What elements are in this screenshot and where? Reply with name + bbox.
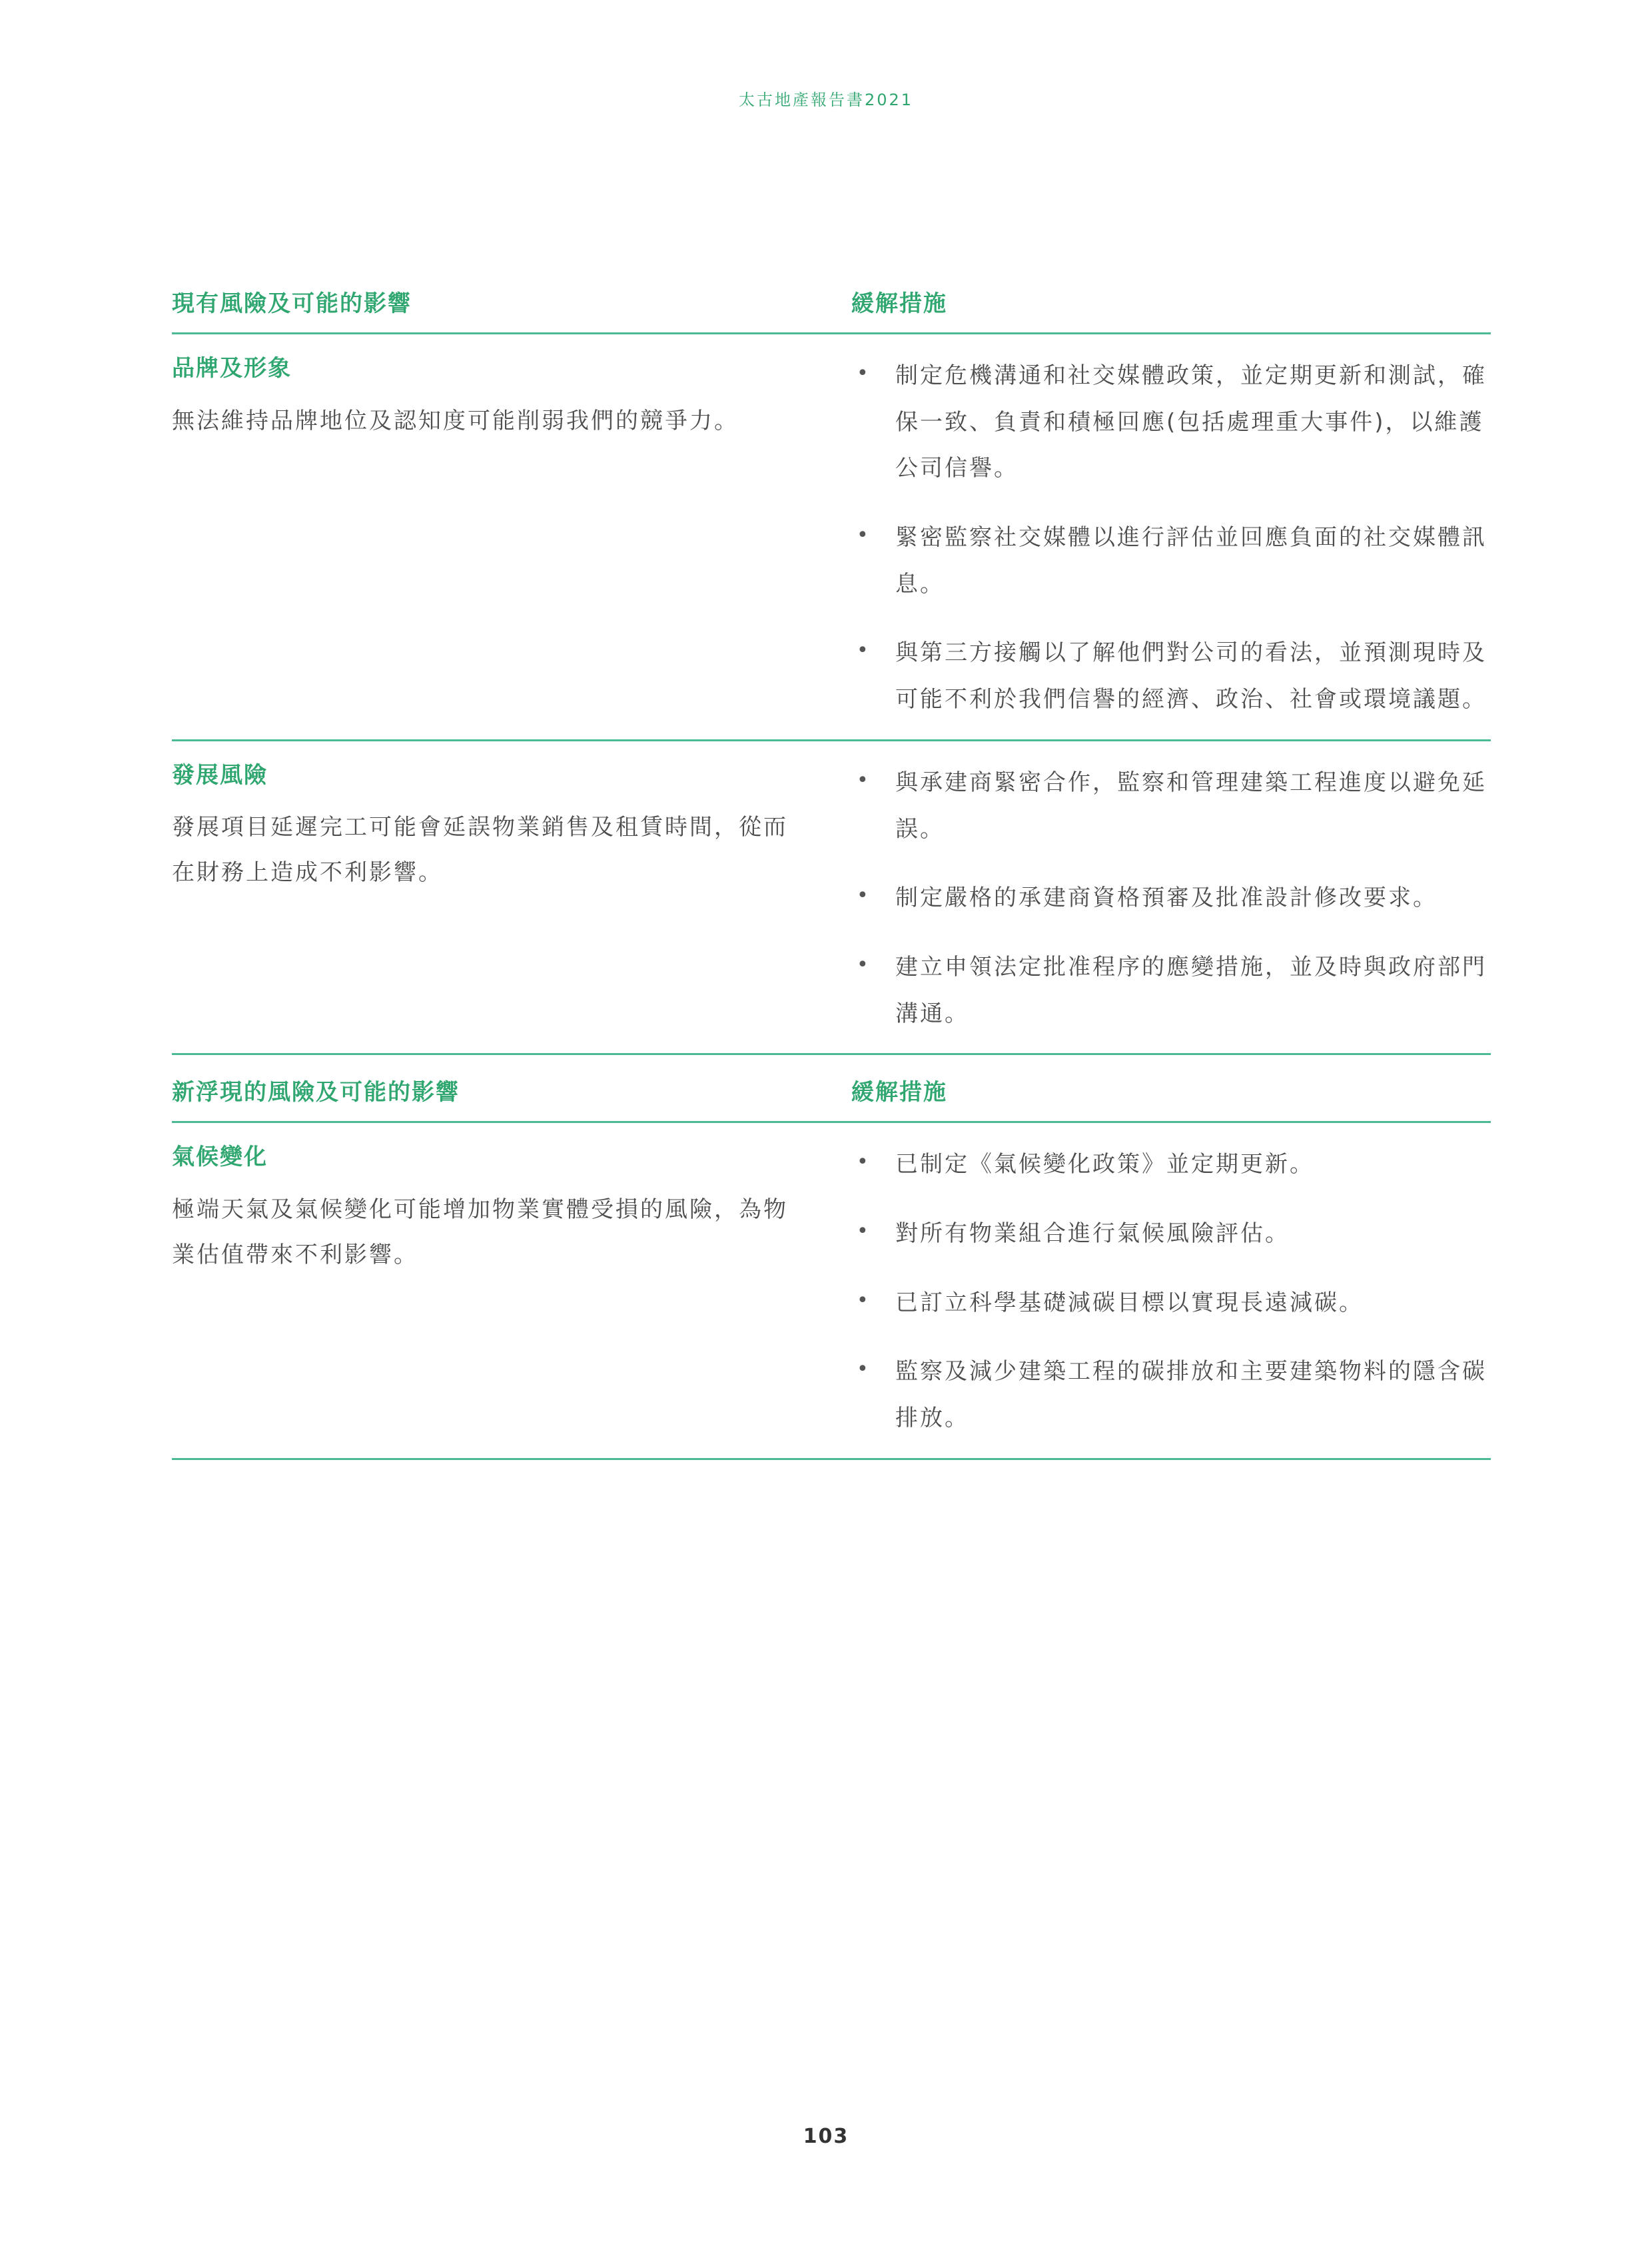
bullet-icon: •: [857, 1357, 871, 1381]
bullet-icon: •: [857, 768, 871, 792]
table-header: [172, 266, 1491, 334]
mitigation-list: [851, 1142, 1491, 1441]
mitigation-item: [851, 944, 1491, 1037]
mitigation-text: 與承建商緊密合作，監察和管理建築工程進度以避免延誤。: [895, 769, 1487, 843]
mitigation-cell: [851, 760, 1491, 1041]
bullet-icon: •: [857, 1219, 871, 1243]
mitigation-item: [851, 875, 1491, 922]
bullet-icon: •: [857, 884, 871, 908]
risk-cell: [172, 1142, 851, 1445]
risk-description: 無法維持品牌地位及認知度可能削弱我們的競爭力。: [172, 407, 739, 434]
column-heading-mitigation: 緩解措施: [851, 290, 947, 317]
mitigation-item: [851, 1211, 1491, 1258]
bullet-icon: •: [857, 1150, 871, 1174]
risk-row-brand: [172, 334, 1491, 741]
risk-row-development: [172, 741, 1491, 1055]
bullet-icon: •: [857, 362, 871, 385]
mitigation-list: [851, 760, 1491, 1037]
risk-row-climate: [172, 1123, 1491, 1459]
risk-description: 極端天氣及氣候變化可能增加物業實體受損的風險，為物業估值帶來不利影響。: [172, 1196, 788, 1268]
column-heading-mitigation: 緩解措施: [851, 1079, 947, 1106]
risk-title: 品牌及形象: [172, 355, 292, 382]
page-number: 103: [803, 2125, 849, 2148]
bullet-icon: •: [857, 952, 871, 976]
bullet-icon: •: [857, 524, 871, 548]
running-header: 太古地產報告書2021: [738, 91, 914, 109]
table-header-emerging: [172, 1055, 1491, 1123]
mitigation-item: [851, 1349, 1491, 1441]
risk-cell: [172, 760, 851, 1041]
mitigation-text: 建立申領法定批准程序的應變措施，並及時與政府部門溝通。: [895, 953, 1487, 1027]
mitigation-item: [851, 760, 1491, 853]
mitigation-text: 制定嚴格的承建商資格預審及批准設計修改要求。: [895, 885, 1438, 912]
mitigation-text: 對所有物業組合進行氣候風險評估。: [895, 1220, 1290, 1247]
column-heading-risk: 現有風險及可能的影響: [172, 290, 412, 317]
risk-title: 發展風險: [172, 761, 268, 789]
column-heading-emerging-risk: 新浮現的風險及可能的影響: [172, 1079, 460, 1106]
bullet-icon: •: [857, 639, 871, 663]
risk-cell: [172, 353, 851, 727]
mitigation-cell: [851, 353, 1491, 727]
risk-description: 發展項目延遲完工可能會延誤物業銷售及租賃時間，從而在財務上造成不利影響。: [172, 814, 788, 887]
risk-table: [172, 266, 1491, 1460]
mitigation-text: 制定危機溝通和社交媒體政策，並定期更新和測試，確保一致、負責和積極回應(包括處理重大事件)，以維護公司信譽。: [895, 362, 1487, 482]
mitigation-item: [851, 1280, 1491, 1327]
mitigation-text: 監察及減少建築工程的碳排放和主要建築物料的隱含碳排放。: [895, 1358, 1487, 1431]
mitigation-item: [851, 515, 1491, 607]
mitigation-list: [851, 353, 1491, 723]
mitigation-cell: [851, 1142, 1491, 1445]
bullet-icon: •: [857, 1288, 871, 1312]
mitigation-text: 已訂立科學基礎減碳目標以實現長遠減碳。: [895, 1289, 1364, 1316]
mitigation-item: [851, 1142, 1491, 1188]
mitigation-item: [851, 353, 1491, 492]
risk-title: 氣候變化: [172, 1144, 268, 1171]
mitigation-text: 與第三方接觸以了解他們對公司的看法，並預測現時及可能不利於我們信譽的經濟、政治、社會或環境議題。: [895, 639, 1487, 713]
mitigation-text: 已制定《氣候變化政策》並定期更新。: [895, 1151, 1314, 1178]
mitigation-text: 緊密監察社交媒體以進行評估並回應負面的社交媒體訊息。: [895, 524, 1487, 597]
mitigation-item: [851, 630, 1491, 723]
